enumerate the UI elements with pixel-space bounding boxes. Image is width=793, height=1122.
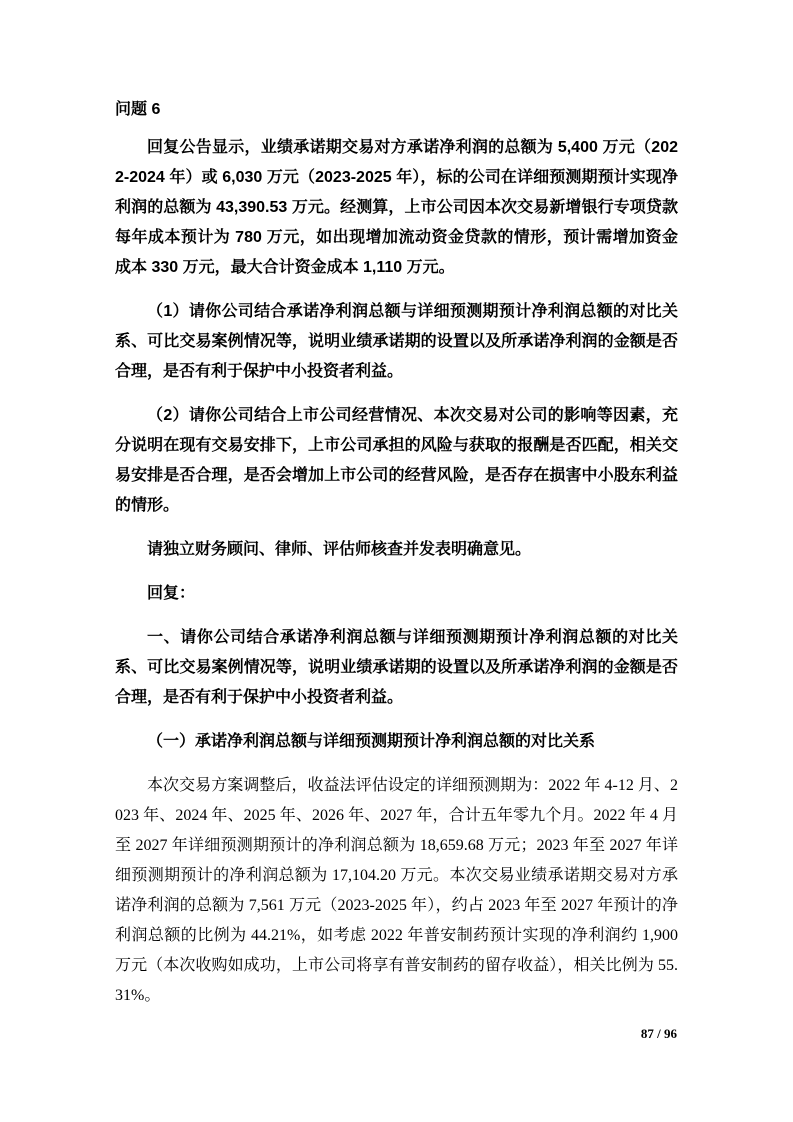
paragraph-summary: 回复公告显示，业绩承诺期交易对方承诺净利润的总额为 5,400 万元（2022-2024 年）或 6,030 万元（2023-2025 年），标的公司在详细预测期预计实现净利润的总额为 43,390.53 万元。经测算，上市公司因本次交易新增银行专项贷款每年成本预计为 780 万元，如出现增加流动资金贷款的情形，预计需增加资金成本 330 万元，最大合计资金成本 1,110 万元。 xyxy=(115,139,678,276)
page-footer xyxy=(641,1026,677,1042)
question-heading: 问题 6 xyxy=(115,101,161,118)
paragraph-reply-body: 本次交易方案调整后，收益法评估设定的详细预测期为：2022 年 4-12 月、2023 年、2024 年、2025 年、2026 年、2027 年，合计五年零九个月。2022 年 4 月至 2027 年详细预测期预计的净利润总额为 18,659.68 万元；2023 年至 2027 年详细预测期预计的净利润总额为 17,104.20 万元。本次交易业绩承诺期交易对方承诺净利润的总额为 7,561 万元（2023-2025 年），约占 2023 年至 2027 年预计的净利润总额的比例为 44.21%，如考虑 2022 年普安制药预计实现的净利润约 1,900 万元（本次收购如成功，上市公司将享有普安制药的留存收益），相关比例为 55.31%。 xyxy=(115,777,678,1004)
paragraph-question-2: （2）请你公司结合上市公司经营情况、本次交易对公司的影响等因素，充分说明在现有交易安排下，上市公司承担的风险与获取的报酬是否匹配，相关交易安排是否合理，是否会增加上市公司的经营风险，是否存在损害中小股东利益的情形。 xyxy=(115,407,678,514)
page-number: 87 / 96 xyxy=(640,1026,677,1041)
paragraph-question-1: （1）请你公司结合承诺净利润总额与详细预测期预计净利润总额的对比关系、可比交易案例情况等，说明业绩承诺期的设置以及所承诺净利润的金额是否合理，是否有利于保护中小投资者利益。 xyxy=(115,303,678,380)
paragraph-subsection-1-title: （一）承诺净利润总额与详细预测期预计净利润总额的对比关系 xyxy=(147,733,596,750)
paragraph-verification-request: 请独立财务顾问、律师、评估师核查并发表明确意见。 xyxy=(147,541,532,558)
paragraph-reply-label: 回复： xyxy=(147,585,196,602)
document-content xyxy=(115,95,678,1011)
paragraph-section-1-title: 一、请你公司结合承诺净利润总额与详细预测期预计净利润总额的对比关系、可比交易案例情况等，说明业绩承诺期的设置以及所承诺净利润的金额是否合理，是否有利于保护中小投资者利益。 xyxy=(115,629,678,706)
